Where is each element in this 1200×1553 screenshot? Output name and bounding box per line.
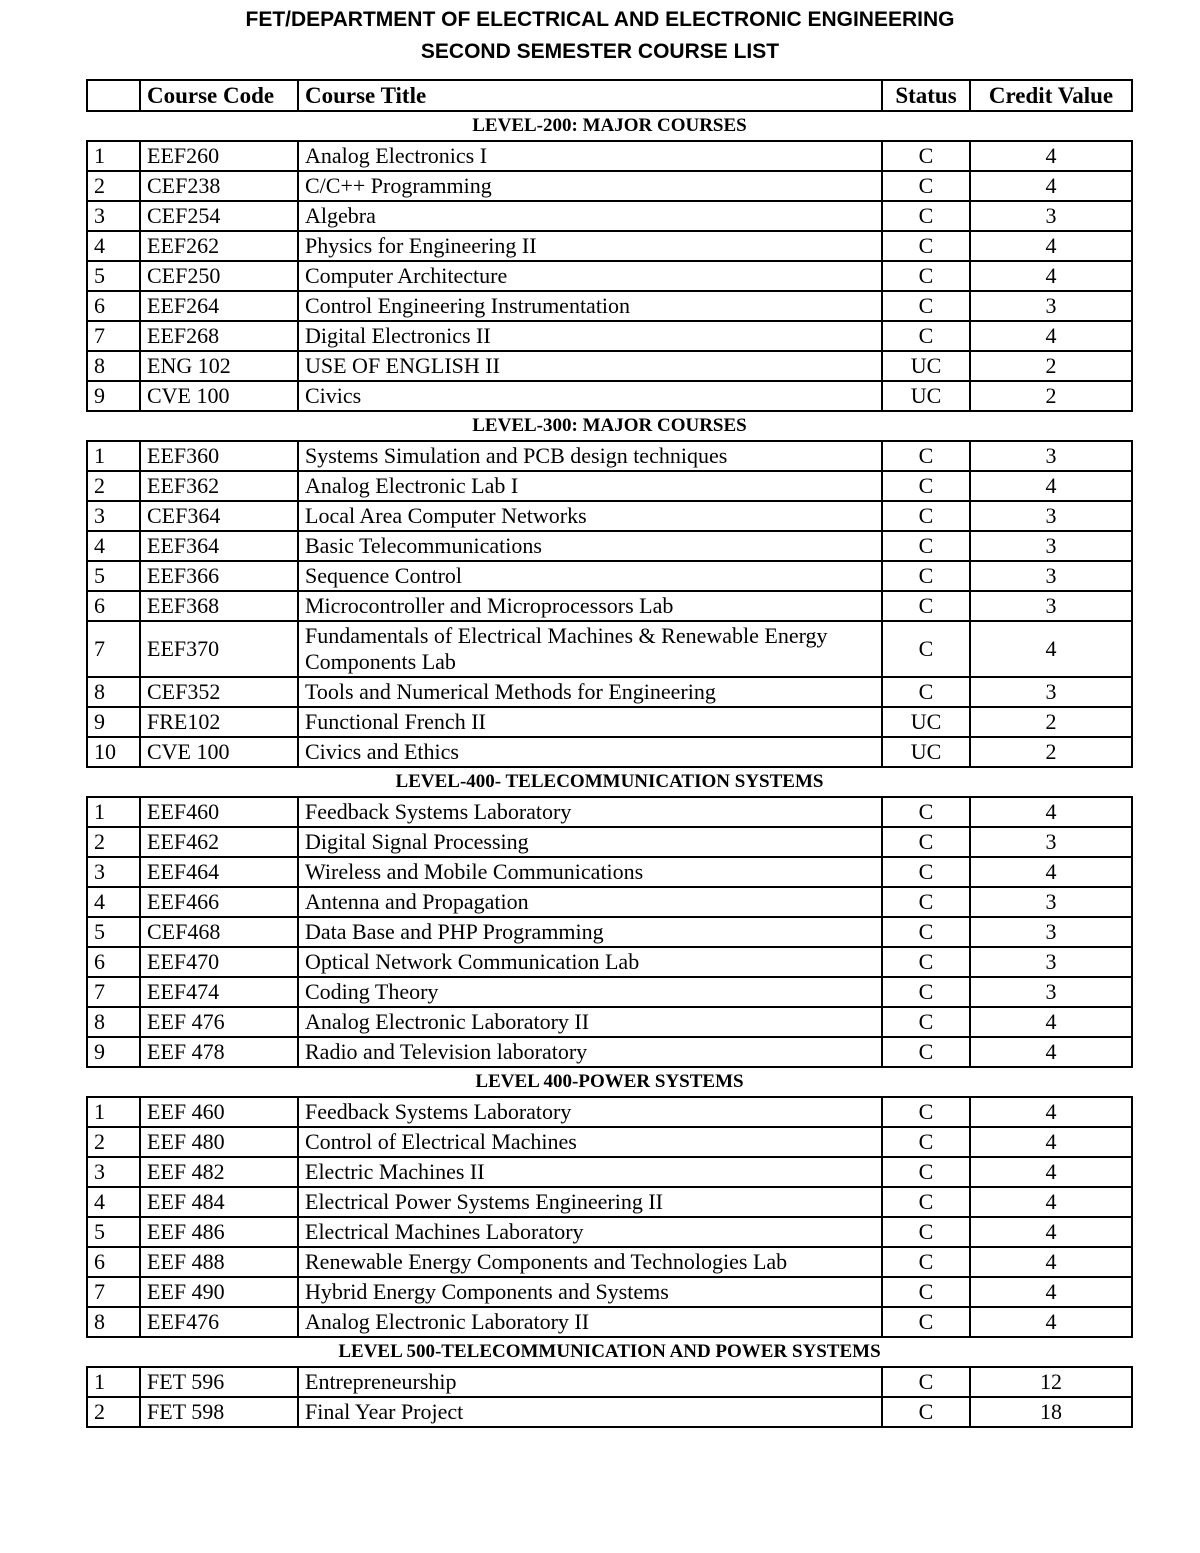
cell-credit: 3: [970, 827, 1132, 857]
cell-num: 9: [87, 381, 140, 411]
cell-code: EEF366: [140, 561, 298, 591]
cell-credit: 3: [970, 917, 1132, 947]
cell-code: EEF460: [140, 797, 298, 827]
cell-num: 5: [87, 917, 140, 947]
cell-status: C: [882, 321, 970, 351]
cell-num: 3: [87, 501, 140, 531]
cell-code: CEF250: [140, 261, 298, 291]
cell-code: CEF468: [140, 917, 298, 947]
table-row: [87, 351, 1132, 381]
department-title: FET/DEPARTMENT OF ELECTRICAL AND ELECTRONIC ENGINEERING: [245, 8, 955, 31]
cell-status: C: [882, 1247, 970, 1277]
cell-num: 10: [87, 737, 140, 767]
section-heading-row: [87, 1067, 1132, 1097]
cell-code: EEF262: [140, 231, 298, 261]
cell-num: 3: [87, 201, 140, 231]
table-row: [87, 1007, 1132, 1037]
cell-credit: 4: [970, 1247, 1132, 1277]
cell-credit: 4: [970, 1187, 1132, 1217]
cell-status: C: [882, 1157, 970, 1187]
cell-status: C: [882, 561, 970, 591]
cell-title: Control Engineering Instrumentation: [298, 291, 882, 321]
cell-code: FET 596: [140, 1367, 298, 1397]
cell-credit: 3: [970, 201, 1132, 231]
cell-num: 4: [87, 887, 140, 917]
cell-status: UC: [882, 737, 970, 767]
cell-credit: 4: [970, 1217, 1132, 1247]
table-row: [87, 1277, 1132, 1307]
cell-credit: 3: [970, 291, 1132, 321]
cell-code: EEF370: [140, 621, 298, 677]
column-header-num: [87, 80, 140, 111]
section-heading-row: [87, 411, 1132, 441]
cell-num: 4: [87, 231, 140, 261]
cell-credit: 2: [970, 707, 1132, 737]
cell-status: C: [882, 947, 970, 977]
cell-credit: 4: [970, 1157, 1132, 1187]
cell-num: 8: [87, 677, 140, 707]
cell-title: Optical Network Communication Lab: [298, 947, 882, 977]
cell-status: C: [882, 501, 970, 531]
cell-num: 9: [87, 707, 140, 737]
table-row: [87, 1187, 1132, 1217]
cell-credit: 3: [970, 947, 1132, 977]
cell-title: USE OF ENGLISH II: [298, 351, 882, 381]
cell-credit: 18: [970, 1397, 1132, 1427]
cell-code: EEF268: [140, 321, 298, 351]
cell-code: EEF462: [140, 827, 298, 857]
cell-status: C: [882, 261, 970, 291]
cell-num: 6: [87, 947, 140, 977]
cell-num: 2: [87, 827, 140, 857]
course-list-title: SECOND SEMESTER COURSE LIST: [420, 40, 780, 63]
table-row: [87, 947, 1132, 977]
cell-title: Physics for Engineering II: [298, 231, 882, 261]
cell-status: UC: [882, 381, 970, 411]
cell-code: EEF474: [140, 977, 298, 1007]
table-row: [87, 561, 1132, 591]
cell-num: 7: [87, 321, 140, 351]
cell-num: 9: [87, 1037, 140, 1067]
cell-code: CEF254: [140, 201, 298, 231]
cell-title: Radio and Television laboratory: [298, 1037, 882, 1067]
cell-status: C: [882, 531, 970, 561]
cell-credit: 4: [970, 261, 1132, 291]
cell-code: EEF260: [140, 141, 298, 171]
table-row: [87, 1307, 1132, 1337]
cell-status: C: [882, 1397, 970, 1427]
column-header-status: Status: [882, 80, 970, 111]
cell-credit: 4: [970, 471, 1132, 501]
table-row: [87, 201, 1132, 231]
table-row: [87, 677, 1132, 707]
cell-title: Analog Electronics I: [298, 141, 882, 171]
table-row: [87, 977, 1132, 1007]
cell-code: EEF360: [140, 441, 298, 471]
cell-num: 1: [87, 797, 140, 827]
cell-num: 5: [87, 261, 140, 291]
cell-num: 8: [87, 1007, 140, 1037]
cell-title: Local Area Computer Networks: [298, 501, 882, 531]
cell-code: FRE102: [140, 707, 298, 737]
section-heading: LEVEL 400-POWER SYSTEMS: [475, 1071, 744, 1092]
cell-credit: 3: [970, 887, 1132, 917]
section-heading: LEVEL-400- TELECOMMUNICATION SYSTEMS: [395, 771, 824, 792]
cell-code: EEF464: [140, 857, 298, 887]
cell-credit: 4: [970, 1097, 1132, 1127]
cell-status: C: [882, 141, 970, 171]
cell-code: CEF364: [140, 501, 298, 531]
cell-title: Feedback Systems Laboratory: [298, 797, 882, 827]
course-table: [86, 79, 1133, 1428]
cell-title: Microcontroller and Microprocessors Lab: [298, 591, 882, 621]
cell-credit: 4: [970, 171, 1132, 201]
cell-title: C/C++ Programming: [298, 171, 882, 201]
cell-status: C: [882, 977, 970, 1007]
cell-title: Control of Electrical Machines: [298, 1127, 882, 1157]
cell-code: EEF364: [140, 531, 298, 561]
cell-code: EEF 482: [140, 1157, 298, 1187]
cell-credit: 3: [970, 677, 1132, 707]
section-heading: LEVEL 500-TELECOMMUNICATION AND POWER SYSTEMS: [338, 1341, 881, 1362]
table-row: [87, 531, 1132, 561]
cell-title: Hybrid Energy Components and Systems: [298, 1277, 882, 1307]
table-row: [87, 171, 1132, 201]
cell-credit: 2: [970, 351, 1132, 381]
table-row: [87, 1037, 1132, 1067]
table-row: [87, 621, 1132, 677]
cell-credit: 3: [970, 501, 1132, 531]
column-header-title: Course Title: [298, 80, 882, 111]
cell-title: Electrical Machines Laboratory: [298, 1217, 882, 1247]
cell-status: UC: [882, 351, 970, 381]
cell-num: 5: [87, 561, 140, 591]
cell-title: Electric Machines II: [298, 1157, 882, 1187]
cell-title: Renewable Energy Components and Technologies Lab: [298, 1247, 882, 1277]
cell-credit: 4: [970, 231, 1132, 261]
cell-title: Feedback Systems Laboratory: [298, 1097, 882, 1127]
cell-code: EEF 488: [140, 1247, 298, 1277]
cell-code: CVE 100: [140, 737, 298, 767]
table-row: [87, 1397, 1132, 1427]
cell-num: 6: [87, 1247, 140, 1277]
cell-title: Data Base and PHP Programming: [298, 917, 882, 947]
cell-code: EEF 480: [140, 1127, 298, 1157]
table-row: [87, 1367, 1132, 1397]
table-body: [87, 111, 1132, 1427]
cell-title: Final Year Project: [298, 1397, 882, 1427]
cell-title: Tools and Numerical Methods for Engineering: [298, 677, 882, 707]
cell-num: 2: [87, 1127, 140, 1157]
table-row: [87, 827, 1132, 857]
section-heading-row: [87, 111, 1132, 141]
cell-num: 2: [87, 471, 140, 501]
cell-credit: 4: [970, 1127, 1132, 1157]
table-row: [87, 501, 1132, 531]
cell-credit: 3: [970, 561, 1132, 591]
cell-status: C: [882, 201, 970, 231]
cell-credit: 4: [970, 621, 1132, 677]
cell-credit: 3: [970, 977, 1132, 1007]
cell-credit: 4: [970, 141, 1132, 171]
cell-status: C: [882, 827, 970, 857]
cell-title: Wireless and Mobile Communications: [298, 857, 882, 887]
cell-title: Electrical Power Systems Engineering II: [298, 1187, 882, 1217]
cell-status: C: [882, 1127, 970, 1157]
cell-status: C: [882, 1367, 970, 1397]
table-row: [87, 1247, 1132, 1277]
table-row: [87, 887, 1132, 917]
cell-credit: 2: [970, 737, 1132, 767]
table-row: [87, 441, 1132, 471]
cell-title: Digital Signal Processing: [298, 827, 882, 857]
cell-code: EEF466: [140, 887, 298, 917]
cell-code: CVE 100: [140, 381, 298, 411]
cell-status: C: [882, 171, 970, 201]
cell-status: C: [882, 1007, 970, 1037]
cell-credit: 4: [970, 1307, 1132, 1337]
table-row: [87, 381, 1132, 411]
cell-code: CEF238: [140, 171, 298, 201]
cell-status: C: [882, 1307, 970, 1337]
table-row: [87, 917, 1132, 947]
cell-status: C: [882, 1217, 970, 1247]
cell-title: Analog Electronic Lab I: [298, 471, 882, 501]
table-row: [87, 231, 1132, 261]
cell-status: C: [882, 621, 970, 677]
cell-status: C: [882, 1037, 970, 1067]
cell-credit: 2: [970, 381, 1132, 411]
cell-num: 6: [87, 591, 140, 621]
cell-title: Entrepreneurship: [298, 1367, 882, 1397]
cell-status: C: [882, 677, 970, 707]
cell-code: ENG 102: [140, 351, 298, 381]
table-row: [87, 797, 1132, 827]
cell-credit: 4: [970, 1007, 1132, 1037]
table-row: [87, 321, 1132, 351]
cell-status: C: [882, 1277, 970, 1307]
table-row: [87, 261, 1132, 291]
cell-code: EEF362: [140, 471, 298, 501]
cell-code: EEF 486: [140, 1217, 298, 1247]
cell-status: UC: [882, 707, 970, 737]
cell-credit: 12: [970, 1367, 1132, 1397]
cell-credit: 4: [970, 797, 1132, 827]
cell-status: C: [882, 1097, 970, 1127]
table-row: [87, 1217, 1132, 1247]
section-heading: LEVEL-300: MAJOR COURSES: [472, 415, 747, 436]
cell-num: 8: [87, 351, 140, 381]
cell-credit: 4: [970, 857, 1132, 887]
table-row: [87, 471, 1132, 501]
cell-status: C: [882, 1187, 970, 1217]
cell-code: EEF368: [140, 591, 298, 621]
cell-status: C: [882, 917, 970, 947]
cell-credit: 4: [970, 1037, 1132, 1067]
cell-num: 3: [87, 1157, 140, 1187]
cell-status: C: [882, 857, 970, 887]
cell-code: FET 598: [140, 1397, 298, 1427]
cell-title: Computer Architecture: [298, 261, 882, 291]
column-header-credit: Credit Value: [970, 80, 1132, 111]
cell-status: C: [882, 441, 970, 471]
section-heading-row: [87, 767, 1132, 797]
document-header: [0, 4, 1200, 68]
cell-num: 7: [87, 621, 140, 677]
cell-title: Civics: [298, 381, 882, 411]
cell-title: Algebra: [298, 201, 882, 231]
section-heading: LEVEL-200: MAJOR COURSES: [472, 115, 747, 136]
cell-num: 1: [87, 141, 140, 171]
cell-status: C: [882, 291, 970, 321]
cell-title: Systems Simulation and PCB design techniques: [298, 441, 882, 471]
cell-title: Fundamentals of Electrical Machines & Renewable Energy Components Lab: [298, 621, 882, 677]
cell-title: Sequence Control: [298, 561, 882, 591]
cell-status: C: [882, 887, 970, 917]
cell-code: EEF 490: [140, 1277, 298, 1307]
cell-status: C: [882, 797, 970, 827]
cell-status: C: [882, 231, 970, 261]
cell-num: 5: [87, 1217, 140, 1247]
cell-title: Basic Telecommunications: [298, 531, 882, 561]
cell-status: C: [882, 471, 970, 501]
cell-code: EEF 478: [140, 1037, 298, 1067]
cell-num: 4: [87, 531, 140, 561]
cell-title: Antenna and Propagation: [298, 887, 882, 917]
cell-code: EEF470: [140, 947, 298, 977]
cell-num: 3: [87, 857, 140, 887]
cell-num: 1: [87, 441, 140, 471]
table-row: [87, 1157, 1132, 1187]
cell-num: 2: [87, 171, 140, 201]
table-row: [87, 141, 1132, 171]
cell-title: Functional French II: [298, 707, 882, 737]
cell-num: 8: [87, 1307, 140, 1337]
column-header-code: Course Code: [140, 80, 298, 111]
cell-title: Analog Electronic Laboratory II: [298, 1007, 882, 1037]
table-row: [87, 1127, 1132, 1157]
table-row: [87, 291, 1132, 321]
table-row: [87, 857, 1132, 887]
table-row: [87, 707, 1132, 737]
cell-num: 7: [87, 1277, 140, 1307]
cell-num: 1: [87, 1097, 140, 1127]
cell-credit: 4: [970, 1277, 1132, 1307]
cell-code: EEF264: [140, 291, 298, 321]
cell-title: Coding Theory: [298, 977, 882, 1007]
table-row: [87, 591, 1132, 621]
cell-code: EEF 476: [140, 1007, 298, 1037]
cell-code: CEF352: [140, 677, 298, 707]
cell-num: 1: [87, 1367, 140, 1397]
cell-credit: 3: [970, 441, 1132, 471]
cell-title: Analog Electronic Laboratory II: [298, 1307, 882, 1337]
cell-status: C: [882, 591, 970, 621]
cell-credit: 4: [970, 321, 1132, 351]
cell-title: Civics and Ethics: [298, 737, 882, 767]
cell-num: 7: [87, 977, 140, 1007]
cell-code: EEF 460: [140, 1097, 298, 1127]
cell-code: EEF 484: [140, 1187, 298, 1217]
table-header-row: [87, 80, 1132, 111]
cell-num: 6: [87, 291, 140, 321]
cell-title: Digital Electronics II: [298, 321, 882, 351]
cell-num: 4: [87, 1187, 140, 1217]
cell-credit: 3: [970, 591, 1132, 621]
cell-code: EEF476: [140, 1307, 298, 1337]
table-row: [87, 737, 1132, 767]
cell-num: 2: [87, 1397, 140, 1427]
table-row: [87, 1097, 1132, 1127]
section-heading-row: [87, 1337, 1132, 1367]
cell-credit: 3: [970, 531, 1132, 561]
